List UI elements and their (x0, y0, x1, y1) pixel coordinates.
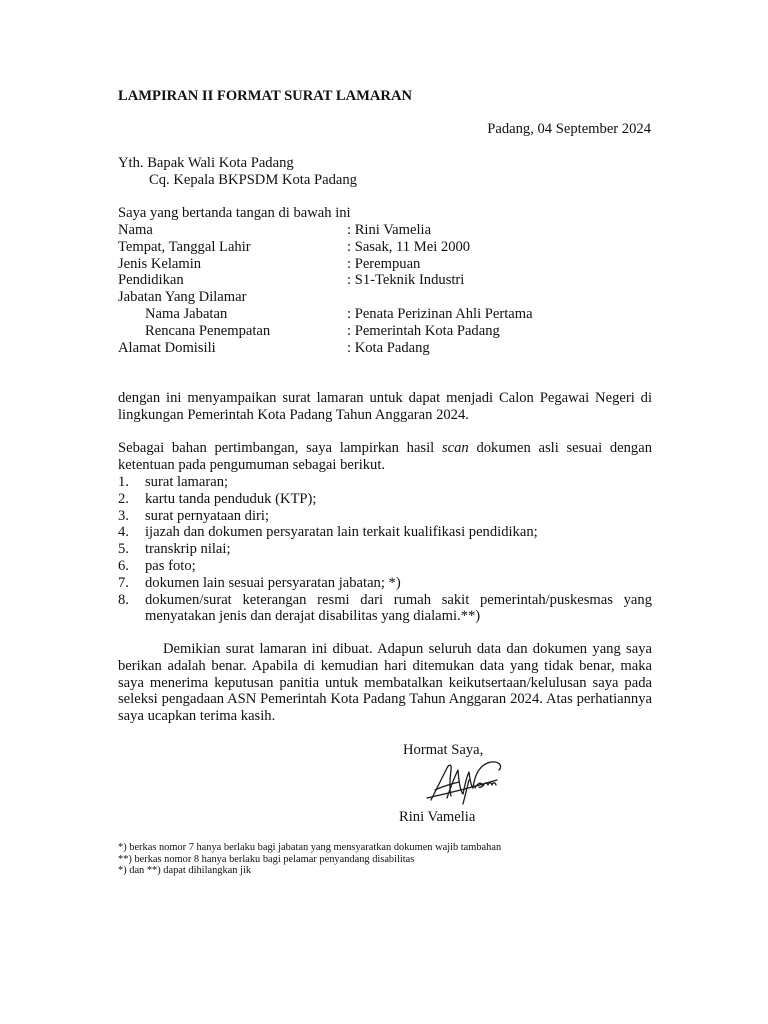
list-text: dokumen lain sesuai persyaratan jabatan; *) (145, 574, 401, 591)
field-label: Nama (118, 222, 153, 238)
list-item (118, 491, 652, 508)
list-item (118, 575, 652, 592)
field-label: Jabatan Yang Dilamar (118, 289, 247, 306)
field-row (118, 306, 658, 323)
attachment-list (118, 474, 652, 625)
paragraph-text: dokumen asli sesuai dengan ketentuan pada pengumuman sebagai berikut. (118, 440, 653, 473)
field-label: Pendidikan (118, 272, 184, 289)
field-label: Nama Jabatan (145, 305, 228, 322)
paragraph-closing: Demikian surat lamaran ini dibuat. Adapun seluruh data dan dokumen yang saya berikan adalah benar. Apabila di kemudian hari ditemukan data yang tidak benar, maka saya menerima keputusan panitia untuk membatalkan keikutsertaan/kelulusan saya pada seleksi pengadaan ASN Pemerintah Kota Padang Tahun Anggaran 2024. Atas perhatiannya saya ucapkan terima kasih. (118, 641, 652, 725)
recipient-line-2: Cq. Kepala BKPSDM Kota Padang (149, 172, 357, 188)
paragraph-attachments-intro (118, 440, 652, 474)
footnotes (118, 842, 501, 877)
footnote: *) dan **) dapat dihilangkan jik (118, 865, 252, 877)
field-row (118, 323, 658, 340)
paragraph-italic-term: scan (441, 440, 469, 456)
field-row (118, 340, 658, 357)
field-value: : Kota Padang (347, 339, 430, 356)
list-number: 8. (118, 591, 129, 608)
field-value: : Perempuan (347, 255, 421, 272)
paragraph-application: dengan ini menyampaikan surat lamaran untuk dapat menjadi Calon Pegawai Negeri di lingkungan Pemerintah Kota Padang Tahun Anggaran 2024. (118, 390, 652, 423)
list-text: kartu tanda penduduk (KTP); (145, 490, 317, 507)
list-item (118, 558, 652, 575)
field-label: Rencana Penempatan (145, 322, 271, 339)
list-text: surat pernyataan diri; (145, 507, 269, 524)
list-item (118, 524, 652, 541)
field-value: : S1-Teknik Industri (347, 272, 465, 289)
field-value: : Sasak, 11 Mei 2000 (347, 238, 471, 255)
paragraph-text: Sebagai bahan pertimbangan, saya lampirkan hasil (118, 440, 442, 456)
list-number: 6. (118, 557, 129, 574)
list-text: transkrip nilai; (145, 541, 231, 558)
list-item (118, 541, 652, 558)
list-number: 1. (118, 474, 129, 490)
list-number: 3. (118, 507, 129, 524)
list-text: pas foto; (145, 557, 196, 574)
handwritten-signature-icon (425, 758, 505, 813)
field-row (118, 222, 658, 239)
field-value: : Penata Perizinan Ahli Pertama (347, 305, 533, 322)
field-row (118, 256, 658, 273)
list-item (118, 508, 652, 525)
closing-salutation: Hormat Saya, (403, 742, 484, 758)
list-text: dokumen/surat keterangan resmi dari rumah sakit pemerintah/puskesmas yang menyatakan jenis dan derajat disabilitas yang dialami.**) (145, 591, 652, 625)
list-number: 4. (118, 524, 129, 541)
field-value: : Pemerintah Kota Padang (347, 322, 500, 339)
field-label: Alamat Domisili (118, 339, 216, 356)
intro-line: Saya yang bertanda tangan di bawah ini (118, 205, 351, 221)
letter-title: LAMPIRAN II FORMAT SURAT LAMARAN (118, 88, 413, 104)
field-label: Jenis Kelamin (118, 255, 202, 272)
list-text: ijazah dan dokumen persyaratan lain terkait kualifikasi pendidikan; (145, 524, 538, 541)
list-number: 2. (118, 490, 129, 507)
list-text: surat lamaran; (145, 474, 229, 490)
recipient-line-1: Yth. Bapak Wali Kota Padang (118, 155, 294, 171)
list-number: 5. (118, 541, 129, 558)
field-row (118, 239, 658, 256)
field-row (118, 272, 658, 289)
signer-name: Rini Vamelia (399, 809, 476, 825)
field-value: : Rini Vamelia (347, 222, 432, 238)
list-number: 7. (118, 574, 129, 591)
field-label: Tempat, Tanggal Lahir (118, 238, 251, 255)
footnote: **) berkas nomor 8 hanya berlaku bagi pelamar penyandang disabilitas (118, 853, 415, 865)
place-date: Padang, 04 September 2024 (487, 121, 651, 137)
field-row (118, 289, 658, 306)
footnote: *) berkas nomor 7 hanya berlaku bagi jabatan yang mensyaratkan dokumen wajib tambahan (118, 842, 502, 853)
list-item (118, 474, 652, 491)
applicant-fields (118, 222, 658, 356)
list-item (118, 592, 652, 626)
